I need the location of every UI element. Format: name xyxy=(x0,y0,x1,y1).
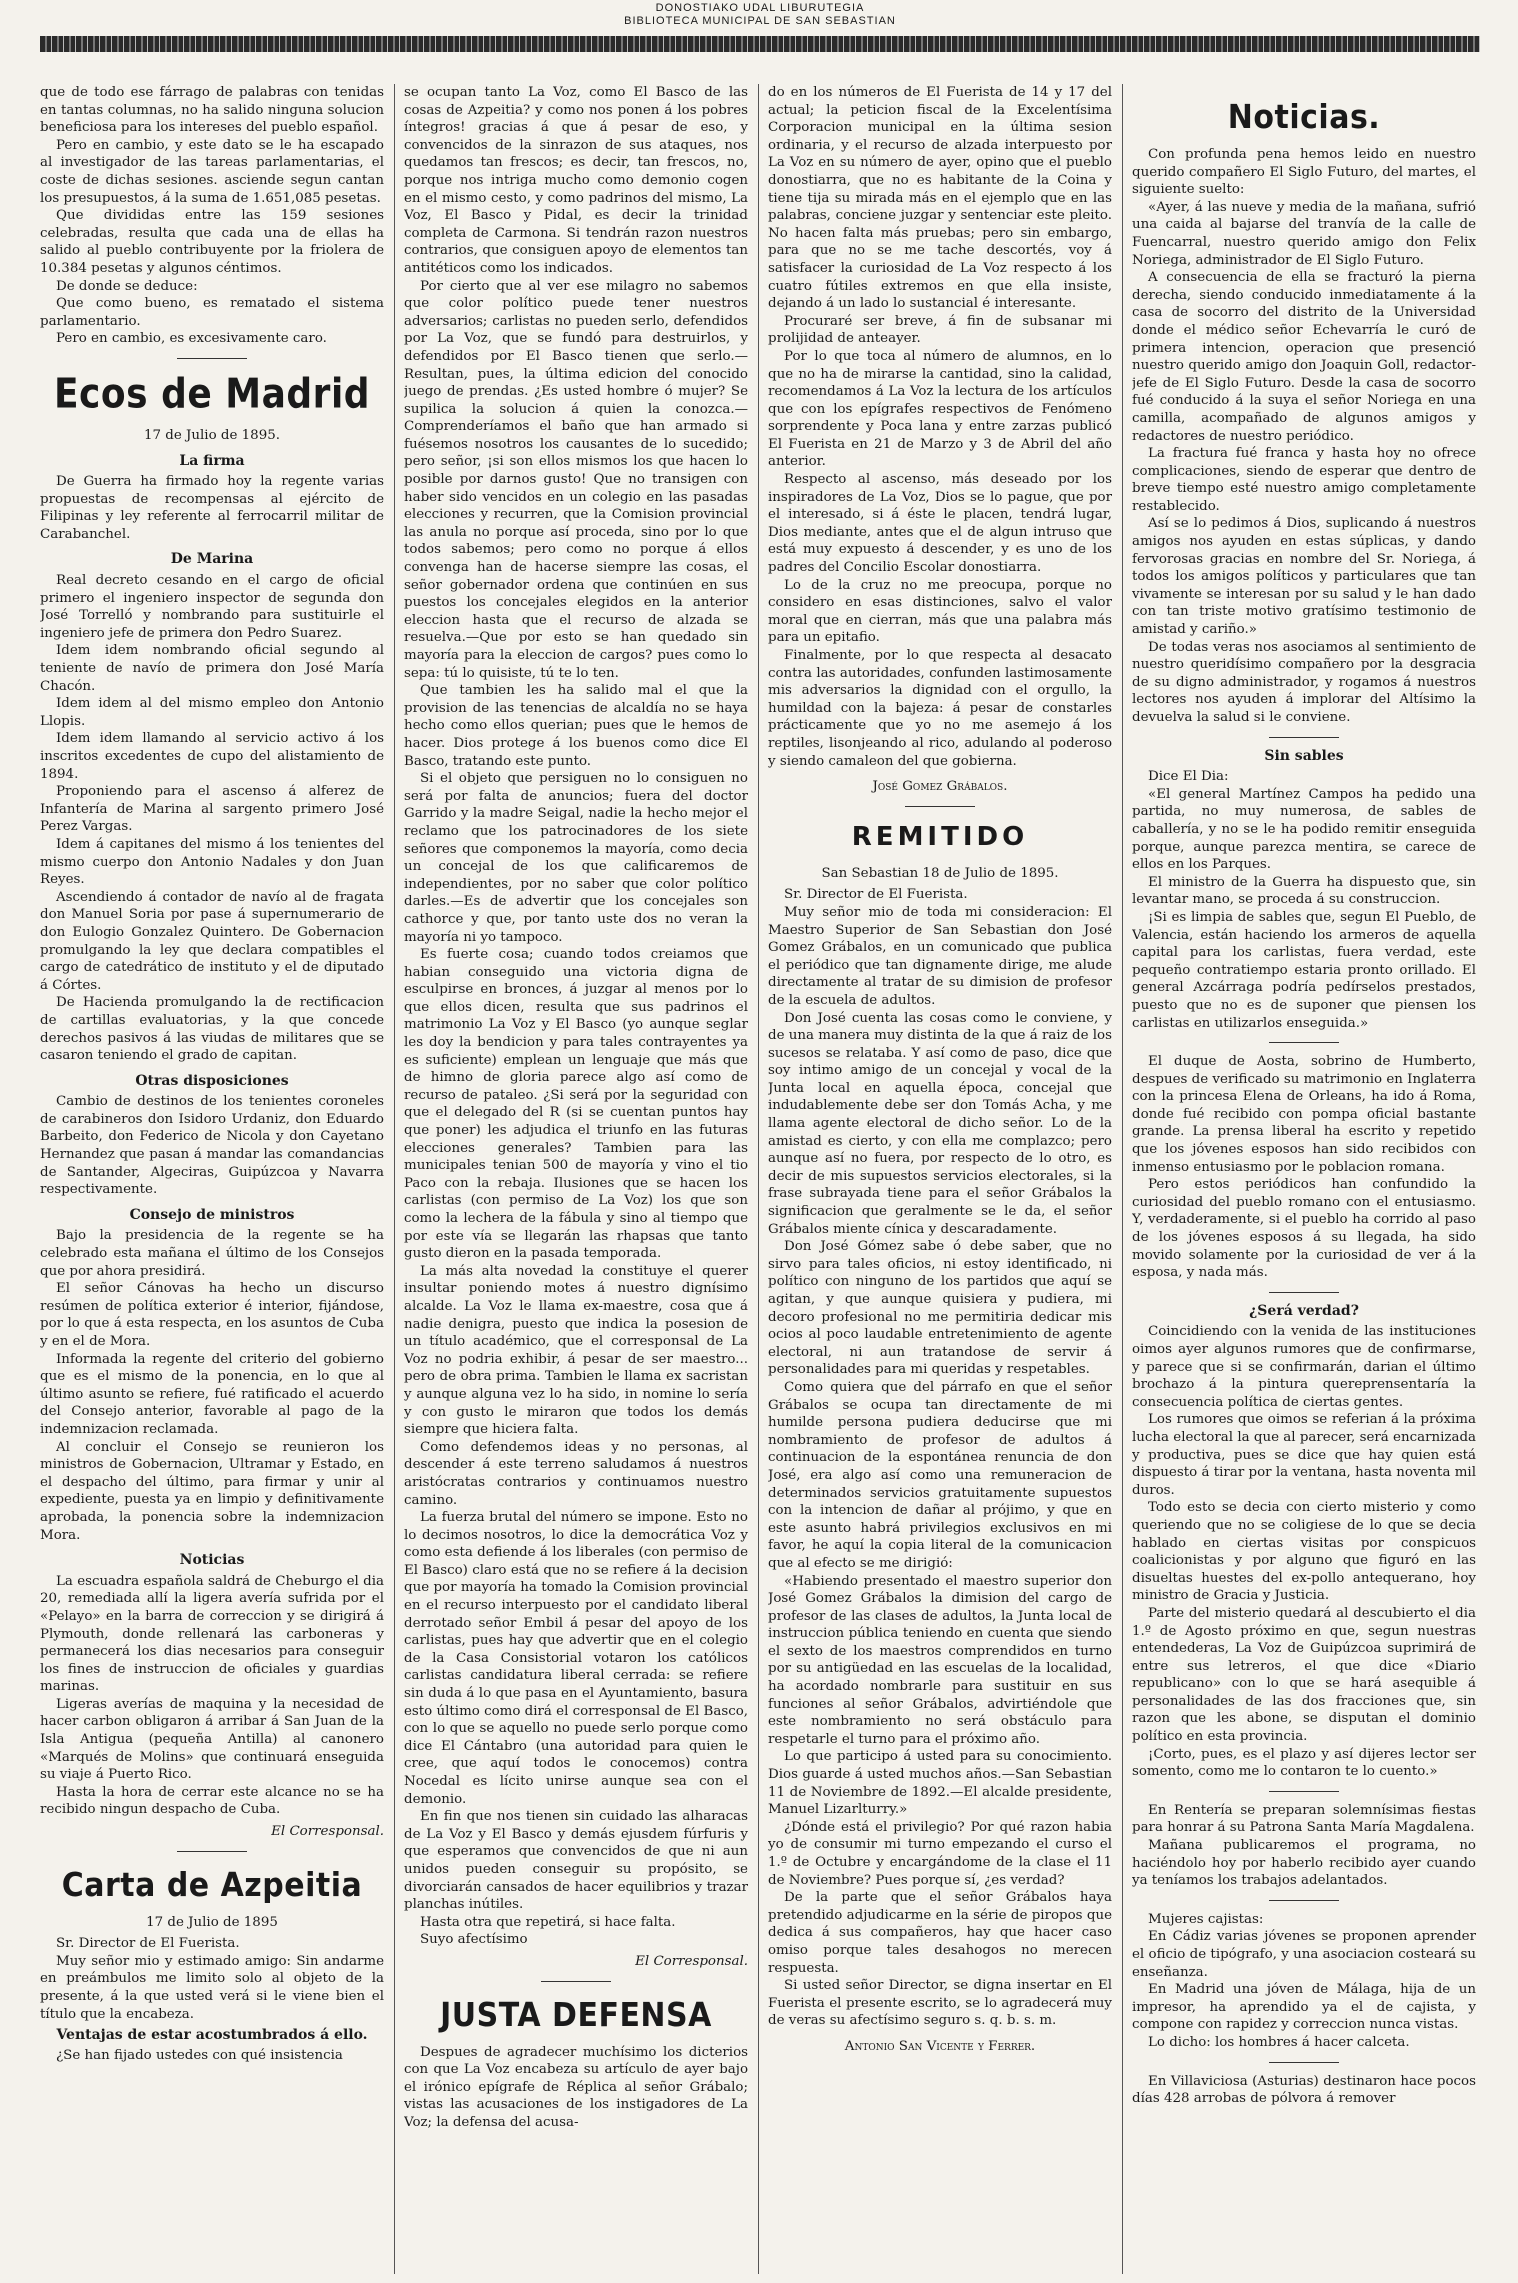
paragraph: ¿Se han fijado ustedes con qué insistencia xyxy=(56,2047,343,2063)
paragraph: Real decreto cesando en el cargo de oficial primero el ingeniero inspector de segunda don José Torrelló y nombrando para sustituirle el ingeniero jefe de primera don Pedro Suarez. xyxy=(40,573,384,641)
section-title-remitido: REMITIDO xyxy=(851,821,1029,852)
paragraph: Don José cuenta las cosas como le conviene, y de una manera muy distinta de la que á raiz de los sucesos se relataba. Y así como de paso, dice que soy intimo amigo de un concejal y vocal de la Junta local en aquella época, concejal que indudablemente debe ser don Tomás Acha, y me llama agente electoral de dicho señor. Lo de la amistad es cierto, y con ella me complazco; pero aunque así no fuera, por respecto de lo otro, es decir de mis supuestos servicios electorales, si la frase subrayada tiene para el señor Grábalos la significacion que geralmente se le da, el señor Grábalos miente cínica y descaradamente. xyxy=(768,1010,1112,1237)
paragraph: Informada la regente del criterio del gobierno que es el mismo de la ponencia, en lo que al último asunto se refiere, fué ratificado el acuerdo del Consejo anterior, favorable al pago de la indemnizacion reclamada. xyxy=(40,1351,384,1437)
column-divider xyxy=(1122,84,1123,2274)
paragraph: Que como bueno, es rematado el sistema parlamentario. xyxy=(40,296,384,329)
paragraph: Así se lo pedimos á Dios, suplicando á nuestros amigos nos ayuden en estas súplicas, y dando fervorosas gracias en nombre del Sr. Noriega, á todos los amigos políticos y particulares que tan vivamente se interesan por su salud y le han dado con tan triste motivo gratísimo testimonio de amistad y cariño.» xyxy=(1132,516,1476,638)
paragraph: Los rumores que oimos se referian á la próxima lucha electoral la que al parecer, será encarnizada y productiva, pues se dice que hay quien está dispuesto á tirar por la ventana, hasta noventa mil duros. xyxy=(1132,1412,1476,1498)
paragraph: La escuadra española saldrá de Cheburgo el dia 20, remediada allí la ligera avería sufrida por el «Pelayo» en la barra de correccion y se dirigirá á Plymouth, donde rellenará las carboneras y permanecerá los dias necesarios para conseguir los fines de instruccion de oficiales y guardias marinas. xyxy=(40,1573,384,1695)
column-divider xyxy=(758,84,759,2274)
column-2 xyxy=(404,84,748,2274)
paragraph: El señor Cánovas ha hecho un discurso resúmen de política exterior é interior, fijándose, por lo que á esta respecta, en los asuntos de Cuba y en el de Mora. xyxy=(40,1281,384,1349)
paragraph: Lo de la cruz no me preocupa, porque no considero en esas distinciones, salvo el valor moral que en cierran, más que una palabra más para un epitafio. xyxy=(768,577,1112,646)
divider xyxy=(1269,2062,1339,2063)
subheading: De Marina xyxy=(170,551,254,568)
section-title-noticias: Noticias. xyxy=(1227,98,1381,137)
paragraph: Es fuerte cosa; cuando todos creiamos que habian conseguido una victoria digna de esculpirse en bronces, á juzgar al menos por lo que ellos dicen, resulta que sus padrinos el matrimonio La Voz y El Basco (yo aunque seglar les doy la bendicion y para tales contrayentes ya es suficiente) emplean un lenguaje que más que de himno de gloria parece algo así como de recurso de pataleo. ¿Si será por la seguridad con que el delegado del R (si se cuentan puntos hay que poner) les adjudica el triunfo en las futuras elecciones generales? Tambien para las municipales tenian 500 de mayoría y vino el tio Paco con la rebaja. Ilusiones que se hacen los carlistas (con permiso de La Voz) los que son como la lechera de la fábula y sino al tiempo que por este vía se llegarán las rhapsas que tanto gusto dieron en la pasada temporada. xyxy=(404,947,748,1262)
paragraph: A consecuencia de ella se fracturó la pierna derecha, siendo conducido inmediatamente á la casa de socorro del distrito de la Universidad donde el médico señor Echevarría le curó de primera intencion, operacion que presenció nuestro querido amigo don Joaquin Goll, redactor-jefe de El Siglo Futuro. Desde la casa de socorro fué conducido á la suya el señor Noriega en una camilla, acompañado de algunos amigos y redactores de nuestro periódico. xyxy=(1132,270,1476,444)
paragraph: De donde se deduce: xyxy=(56,278,198,294)
paragraph: Bajo la presidencia de la regente se ha celebrado esta mañana el último de los Consejos que por ahora presidirá. xyxy=(40,1228,384,1279)
paragraph: Cambio de destinos de los tenientes coroneles de carabineros don Isidoro Urdaniz, don Eduardo Barbeito, don Federico de Nicola y don Cayetano Hernandez que pasan á mandar las comandancias de Santander, Algeciras, Guipúzcoa y Navarra respectivamente. xyxy=(40,1094,384,1198)
paragraph: De Hacienda promulgando la de rectificacion de cartillas evaluatorias, y la que concede derechos pasivos á las viudas de militares que se casaron teniendo el grado de capitan. xyxy=(40,995,384,1064)
paragraph: En Madrid una jóven de Málaga, hija de un impresor, ha aprendido ya el de cajista, y compone con rapidez y correccion nunca vistas. xyxy=(1132,1982,1476,2033)
paragraph: En fin que nos tienen sin cuidado las alharacas de La Voz y El Basco y demás ejusdem fúrfuris y que esperamos que convencidos de que ni aun unidos pueden conseguir su propósito, se divorciarán cansados de hacer equilibrios y trazar planchas inútiles. xyxy=(404,1809,748,1913)
divider xyxy=(1269,1791,1339,1792)
paragraph: Pero en cambio, es excesivamente caro. xyxy=(56,331,327,347)
paragraph: Idem idem llamando al servicio activo á los inscritos excedentes de cupo del alistamiento de 1894. xyxy=(40,731,384,782)
signature: Antonio San Vicente y Ferrer. xyxy=(844,2038,1036,2054)
paragraph: Respecto al ascenso, más deseado por los inspiradores de La Voz, Dios se lo pague, que por el interesado, si á éste le placen, tendrá lugar, Dios mediante, antes que el de algun intruso que está muy expuesto á descender, y es uno de los padres del Concilio Escolar donostiarra. xyxy=(768,472,1112,576)
paragraph: «El general Martínez Campos ha pedido una partida, no muy numerosa, de sables de caballería, y no se le ha podido remitir enseguida porque, aunque parezca mentira, se carece de ellos en los Parques. xyxy=(1132,786,1476,873)
paragraph: Idem á capitanes del mismo á los tenientes del mismo cuerpo don Antonio Nadales y don Juan Reyes. xyxy=(40,836,384,888)
paragraph: La fractura fué franca y hasta hoy no ofrece complicaciones, siendo de esperar que dentro de breve tiempo esté nuestro amigo completamente restablecido. xyxy=(1132,446,1476,514)
paragraph: De la parte que el señor Grábalos haya pretendido adjudicarme en la série de piropos que dedica á sus compañeros, hay que hacer caso omiso porque tales desahogos no merecen respuesta. xyxy=(768,1890,1112,1976)
paragraph: Como defendemos ideas y no personas, al descender á este terreno saludamos á nuestros aristócratas contrarios y continuamos nuestro camino. xyxy=(404,1439,748,1508)
paragraph: Lo dicho: los hombres á hacer calceta. xyxy=(1148,2034,1410,2050)
divider xyxy=(1269,737,1339,738)
divider xyxy=(1269,1900,1339,1901)
paragraph: Hasta otra que repetirá, si hace falta. xyxy=(420,1914,676,1930)
header-ornament-rule xyxy=(40,36,1480,52)
paragraph: En Rentería se preparan solemnísimas fiestas para honrar á su Patrona Santa María Magdalena. xyxy=(1132,1802,1476,1836)
archive-line-1: DONOSTIAKO UDAL LIBURUTEGIA xyxy=(655,2,865,14)
paragraph: Hasta la hora de cerrar este alcance no se ha recibido ningun despacho de Cuba. xyxy=(40,1784,384,1818)
column-4 xyxy=(1132,84,1476,2274)
paragraph: Suyo afectísimo xyxy=(420,1932,528,1948)
divider xyxy=(177,358,247,359)
paragraph: Pero estos periódicos han confundido la curiosidad del pueblo romano con el entusiasmo. Y, verdaderamente, si el pueblo ha corrido al paso de los jóvenes esposos á su llegada, ha sido movido solamente por la curiosidad de ver á la esposa, y nada más. xyxy=(1132,1177,1476,1281)
paragraph: Con profunda pena hemos leido en nuestro querido compañero El Siglo Futuro, del martes, el siguiente suelto: xyxy=(1132,147,1476,198)
columns xyxy=(40,84,1490,2274)
paragraph: Si usted señor Director, se digna insertar en El Fuerista el presente escrito, se lo agradecerá muy de veras su afectísimo seguro s. q. b. s. m. xyxy=(768,1978,1112,2029)
paragraph: La fuerza brutal del número se impone. Esto no lo decimos nosotros, lo dice la democrática Voz y como esta defiende á los liberales (con permiso de El Basco) claro está que no se refiere á la decision que por mayoría ha tomado la Comision provincial en el recurso interpuesto por el candidato liberal derrotado señor Embil á pesar del apoyo de los carlistas, pues hay que advertir que en el colegio de la Casa Consistorial votaron los católicos carlistas candidatura liberal cerrada: se refiere sin duda á lo que pasa en el Ayuntamiento, basura esto último como dirá el corresponsal de El Basco, con lo que se aquello no puede serlo porque como dice El Cántabro (una autoridad para quien le cree, que aquí todos le conocemos) contra Nocedal es lícito unirse aunque sea con el demonio. xyxy=(404,1510,748,1807)
paragraph: Si el objeto que persiguen no lo consiguen no será por falta de anuncios; fuera del doctor Garrido y la madre Seigal, nadie la hecho mejor el reclamo que los patrocinadores de los siete señores que componemos la mayoría, como decia un concejal de los que calificaremos de independientes, por no saber que color político darles.—Es de advertir que los concejales son cathorce y que, por tanto uste dos no veran la mayoría ni yo tampoco. xyxy=(404,771,748,945)
paragraph: ¿Dónde está el privilegio? Por qué razon habia yo de consumir mi turno empezando el curso el 1.º de Octubre y encargándome de la clase el 11 de Noviembre? Pues porque sí, ¿es verdad? xyxy=(768,1819,1112,1888)
archive-header xyxy=(40,2,1480,58)
subheading: Consejo de ministros xyxy=(129,1206,295,1223)
paragraph: Parte del misterio quedará al descubierto el dia 1.º de Agosto próximo en que, segun nuestras entendederas, La Voz de Guipúzcoa suprimirá de entre sus letreros, el que dice «Diario republicano» con lo que se hará asequible á personalidades de las dos fracciones que, sin razon que les abone, se disputan el dominio político en esta provincia. xyxy=(1132,1605,1476,1745)
paragraph: Coincidiendo con la venida de las instituciones oimos ayer algunos rumores que de confirmarse, y parece que si se confirmarán, darian el último brochazo á la pintura quereprensentaría la consecuencia política de ciertas gentes. xyxy=(1132,1324,1476,1410)
paragraph: Ascendiendo á contador de navío al de fragata don Manuel Soria por pase á supernumerario de don Eulogio Gonzalez Quintero. De Gobernacion promulgando la ley que declara compatibles el cargo de catedrático de instituto y el de diputado á Córtes. xyxy=(40,889,384,993)
subheading: Noticias xyxy=(179,1552,245,1569)
column-1 xyxy=(40,84,384,2274)
subheading: Otras disposiciones xyxy=(135,1072,289,1089)
paragraph: Sr. Director de El Fuerista. xyxy=(56,1936,240,1952)
signature: El Corresponsal. xyxy=(635,1953,748,1969)
paragraph: Idem idem nombrando oficial segundo al teniente de navío de primera don José María Chacón. xyxy=(40,643,384,694)
paragraph: Muy señor mio de toda mi consideracion: El Maestro Superior de San Sebastian don José Gomez Grábalos, en un comunicado que publica el periódico que tan dignamente dirige, me alude directamente al tratar de su dimision de profesor de la escuela de adultos. xyxy=(768,904,1112,1008)
divider xyxy=(1269,1292,1339,1293)
paragraph: Por lo que toca al número de alumnos, en lo que no ha de mirarse la cantidad, sino la calidad, recomendamos á La Voz la lectura de los artículos que con los epígrafes respectivos de Fenómeno sorprendente y Poca lana y entre zarzas publicó El Fuerista en 21 de Marzo y 3 de Abril del año anterior. xyxy=(768,348,1112,470)
divider xyxy=(541,1981,611,1982)
paragraph: Idem idem al del mismo empleo don Antonio Llopis. xyxy=(40,696,384,729)
archive-line-2: BIBLIOTECA MUNICIPAL DE SAN SEBASTIAN xyxy=(624,15,896,27)
section-title-carta-de-azpeitia: Carta de Azpeitia xyxy=(61,1865,363,1905)
paragraph: Todo esto se decia con cierto misterio y como queriendo que no se coligiese de lo que se decia hablado en ciertas visitas por conspicuos coalicionistas y por alguno que figuró en las disueltas huestes del ex-pollo antequerano, hoy ministro de Gracia y Justicia. xyxy=(1132,1500,1476,1604)
paragraph: Sr. Director de El Fuerista. xyxy=(784,887,968,903)
paragraph: De Guerra ha firmado hoy la regente varias propuestas de recompensas al ejército de Filipinas y ley referente al ferrocarril militar de Carabanchel. xyxy=(40,474,384,542)
subheading: La firma xyxy=(179,452,245,469)
paragraph: En Villaviciosa (Asturias) destinaron hace pocos días 428 arrobas de pólvora á remover xyxy=(1132,2073,1476,2107)
paragraph: Despues de agradecer muchísimo los dicterios con que La Voz encabeza su artículo de ayer bajo el irónico epígrafe de Réplica al señor Grábalo; vistas las acusaciones de los instigadores de La Voz; la defensa del acusa- xyxy=(404,2044,748,2130)
paragraph: De todas veras nos asociamos al sentimiento de nuestro queridísimo compañero por la desgracia de su digno administrador, y rogamos á nuestros lectores nos ayuden á implorar del Altísimo la devuelva la salud si le conviene. xyxy=(1132,639,1476,725)
paragraph: Lo que participo á usted para su conocimiento. Dios guarde á usted muchos años.—San Sebastian 11 de Noviembre de 1892.—El alcalde presidente, Manuel Lizarlturry.» xyxy=(768,1749,1112,1818)
paragraph: El duque de Aosta, sobrino de Humberto, despues de verificado su matrimonio en Inglaterra con la princesa Elena de Orleans, ha ido á Roma, donde fué recibido con pompa oficial bastante grande. La prensa liberal ha escrito y repetido que los jóvenes esposos han sido recibidos con inmenso entusiasmo por le poblacion romana. xyxy=(1132,1054,1476,1175)
paragraph: Mañana publicaremos el programa, no haciéndolo hoy por haberlo recibido ayer cuando ya teníamos los trabajos adelantados. xyxy=(1132,1838,1476,1889)
paragraph: Don José Gómez sabe ó debe saber, que no sirvo para tales oficios, ni estoy identificado, ni político con ninguno de los partidos que aquí se agitan, y que aunque quisiera y pudiera, mi decoro profesional no me permitiria dedicar mis ocios al poco laudable entretenimiento de agente electoral, ni aun tratandose de servir á personalidades para mi queridas y respetables. xyxy=(768,1239,1112,1378)
divider xyxy=(1269,1042,1339,1043)
subheading: ¿Será verdad? xyxy=(1249,1302,1359,1319)
paragraph: Procuraré ser breve, á fin de subsanar mi prolijidad de anteayer. xyxy=(768,313,1112,347)
paragraph: Por cierto que al ver ese milagro no sabemos que color político puede tener nuestros adversarios; carlistas no pueden serlo, defendidos por La Voz, que se fundó para destruirlos, y defendidos por El Basco tienen que serlo.—Resultan, pues, la última edicion del conocido juego de prendas. ¿Es usted hombre ó mujer? Se supilica la solucion á quien la conozca.—Comprenderíamos el baño que han armado si fuésemos nosotros los causantes de lo sucedido; pero señor, ¡si son ellos mismos los que hacen lo posible por darnos gusto! Que no transigen con haber sido vencidos en un colegio en las pasadas elecciones y recurren, que la Comision provincial las anula no porque así proceda, sino por lo que todos sabemos; pero como no porque á ellos convenga han de hacerse siempre las cosas, el señor gobernador ordena que continúen en sus puestos los concejales elegidos en la anterior eleccion hasta que el recurso de alzada se resuelva.—Que por esto se han quedado sin mayoría para la eleccion de cargos? pues como lo sepa: tú lo quisiste, tú te lo ten. xyxy=(404,278,748,681)
paragraph: El ministro de la Guerra ha dispuesto que, sin levantar mano, se proceda á su construccion. xyxy=(1132,874,1476,908)
paragraph: En Cádiz varias jóvenes se proponen aprender el oficio de tipógrafo, y una asociacion costeará su enseñanza. xyxy=(1132,1929,1476,1980)
paragraph: Muy señor mio y estimado amigo: Sin andarme en preámbulos me limito solo al objeto de la presente, á la que usted verá si le viene bien el título que la encabeza. xyxy=(40,1953,384,2022)
subheading: Ventajas de estar acostumbrados á ello. xyxy=(56,2027,368,2044)
paragraph: Ligeras averías de maquina y la necesidad de hacer carbon obligaron á arribar á San Juan de la Isla Antigua (pequeña Antilla) al canonero «Marqués de Molins» que continuará enseguida su viaje á Puerto Rico. xyxy=(40,1696,384,1783)
dateline: San Sebastian 18 de Julio de 1895. xyxy=(821,865,1059,881)
paragraph: Mujeres cajistas: xyxy=(1148,1911,1264,1927)
paragraph: «Ayer, á las nueve y media de la mañana, sufrió una caida al bajarse del tranvía de la calle de Fuencarral, nuestro querido amigo don Felix Noriega, administrador de El Siglo Futuro. xyxy=(1132,199,1476,268)
signature: José Gomez Grábalos. xyxy=(872,779,1008,795)
paragraph: ¡Corto, pues, es el plazo y así dijeres lector ser somento, como me lo contaron te lo cuento.» xyxy=(1132,1746,1476,1780)
section-title-justa-defensa: JUSTA DEFENSA xyxy=(440,1995,712,2035)
paragraph: Como quiera que del párrafo en que el señor Grábalos se ocupa tan directamente de mi humilde persona pudiera deducirse que mi nombramiento de profesor de adultos á continuacion de la espontánea renuncia de don José, era algo así como una remuneracion de determinados servicios gratuitamente supuestos con la intencion de dañar al prójimo, y que en este asunto habrá privilegios exclusivos en mi favor, he aquí la copia literal de la comunicacion que al efecto se me dirigió: xyxy=(768,1379,1112,1571)
divider xyxy=(905,806,975,807)
dateline: 17 de Julio de 1895 xyxy=(146,1914,278,1930)
paragraph: se ocupan tanto La Voz, como El Basco de las cosas de Azpeitia? y como nos ponen á los pobres íntegros! gracias á que á pesar de eso, y convencidos de la sinrazon de sus ataques, nos quedamos tan frescos; es decir, tan frescos, no, porque nos intriga mucho como demonio cogen en el mismo cesto, y como padrinos del mismo, La Voz, El Basco y Pidal, es decir la trinidad completa de Carmona. Si tendrán razon nuestros contrarios, que consiguen apoyo de elementos tan antitéticos como los indicados. xyxy=(404,85,748,276)
paragraph: ¡Si es limpia de sables que, segun El Pueblo, de Valencia, están haciendo los armeros de aquella capital para los carlistas, fuera verdad, este pequeño contratiempo estaria pronto orillado. El general Azcárraga podría pedírselos prestados, puesto que no es de suponer que piensen los carlistas en utilizarlos enseguida.» xyxy=(1132,909,1476,1031)
paragraph: Que divididas entre las 159 sesiones celebradas, resulta que cada una de ellas ha salido al pueblo contribuyente por la friolera de 10.384 pesetas y algunos céntimos. xyxy=(40,208,384,276)
paragraph: Finalmente, por lo que respecta al desacato contra las autoridades, confunden lastimosamente mis adversarios la dignidad con el orgullo, la humildad con la bajeza: á pesar de constarles prácticamente que yo no me asemejo á los reptiles, lisonjeando al rico, adulando al poderoso y siendo camaleon del que gobierna. xyxy=(768,648,1112,769)
dateline: 17 de Julio de 1895. xyxy=(143,427,280,443)
paragraph: «Habiendo presentado el maestro superior don José Gomez Grábalos la dimision del cargo de profesor de las clases de adultos, la Junta local de instruccion pública teniendo en cuenta que siendo el sexto de los maestros comprendidos en turno por su antigüedad en las escuelas de la localidad, ha acordado nombrarle para sustituir en sus funciones al señor Grábalos, advirtiéndole que este nombramiento no será obstáculo para respetarle el turno para el próximo año. xyxy=(768,1573,1112,1747)
column-divider xyxy=(394,84,395,2274)
paragraph: Dice El Dia: xyxy=(1148,769,1229,785)
section-title-ecos-de-madrid: Ecos de Madrid xyxy=(53,370,371,418)
paragraph: do en los números de El Fuerista de 14 y 17 del actual; la peticion fiscal de la Excelentísima Corporacion municipal en la última sesion ordinaria, y el recurso de alzada interpuesto por La Voz en su número de ayer, opino que el pueblo donostiarra, que no es habitante de la Coina y tiene tija su mirada más en el ejemplo que en las palabras, conciene juzgar y sentenciar este pleito. No hacen falta más pruebas; pero sin embargo, para que no se me tache descortés, voy á satisfacer la curiosidad de La Voz respecto á los cuatro fútiles extremos en que ella insiste, dejando á un lado lo sustancial é interesante. xyxy=(768,85,1112,312)
paragraph: Que tambien les ha salido mal el que la provision de las tenencias de alcaldía no se haya hecho como ellos querian; pues que le hemos de hacer. Dios protege á los buenos como dice El Basco, tratando este punto. xyxy=(404,683,748,769)
signature: El Corresponsal. xyxy=(271,1824,384,1840)
subheading: Sin sables xyxy=(1264,747,1344,764)
paragraph: Al concluir el Consejo se reunieron los ministros de Gobernacion, Ultramar y Estado, en el despacho del último, para firmar y unir al expediente, puesta ya en limpio y definitivamente aprobada, la ponencia sobre la indemnizacion Mora. xyxy=(40,1439,384,1543)
paragraph: La más alta novedad la constituye el querer insultar poniendo motes á nuestro dignísimo alcalde. La Voz le llama ex-maestre, cosa que á nadie denigra, puesto que indica la posesion de un título académico, que el corresponsal de La Voz no podria exhibir, á pesar de ser maestro... pero de obra prima. Tambien le llama ex sacristan y aunque alguna vez lo ha sido, in nomine lo sería y con gusto le miraron que todos los demás siempre que hiciera falta. xyxy=(404,1263,748,1438)
divider xyxy=(177,1851,247,1852)
paragraph: que de todo ese fárrago de palabras con tenidas en tantas columnas, no ha salido ninguna solucion beneficiosa para los intereses del pueblo español. xyxy=(40,85,384,136)
paragraph: Pero en cambio, y este dato se le ha escapado al investigador de las tareas parlamentarias, el coste de dichas sesiones. asciende segun cantan los presupuestos, á la suma de 1.651,085 pesetas. xyxy=(40,137,384,206)
column-3 xyxy=(768,84,1112,2274)
paragraph: Proponiendo para el ascenso á alferez de Infantería de Marina al sargento primero José Perez Vargas. xyxy=(40,784,384,835)
